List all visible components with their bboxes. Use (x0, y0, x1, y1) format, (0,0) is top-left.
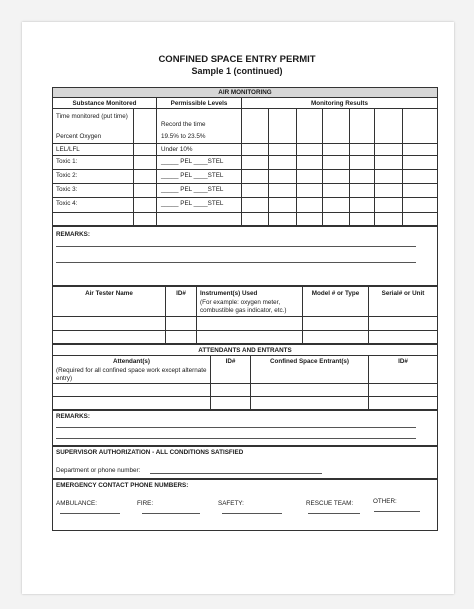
row-toxic3-level: _____ PEL ____STEL (161, 186, 224, 193)
dept-field[interactable] (150, 473, 322, 474)
remarks-line-1[interactable] (56, 246, 416, 247)
col-instrument-note: (For example: oxygen meter, combustible gas indicator, etc.) (200, 299, 287, 314)
col-air-tester: Air Tester Name (85, 290, 133, 297)
remarks2-line-1[interactable] (56, 427, 416, 428)
dept-label: Department or phone number: (56, 467, 141, 474)
page-title: CONFINED SPACE ENTRY PERMIT (158, 54, 316, 65)
safety-field[interactable] (222, 513, 282, 514)
row-toxic2-level: _____ PEL ____STEL (161, 172, 224, 179)
remarks2-label: REMARKS: (56, 413, 90, 420)
rescue-field[interactable] (308, 513, 360, 514)
fire-label: FIRE: (137, 500, 154, 507)
row-toxic4-level: _____ PEL ____STEL (161, 200, 224, 207)
col-instrument: Instrument(s) Used (200, 290, 258, 297)
col-levels: Permissible Levels (170, 100, 228, 107)
page-subtitle: Sample 1 (continued) (191, 66, 283, 76)
other-label: OTHER: (373, 498, 397, 505)
col-attendant: Attendant(s) (112, 358, 151, 365)
col-model: Model # or Type (311, 290, 360, 297)
row-toxic3-label: Toxic 3: (56, 186, 78, 193)
col-tester-id: ID# (176, 290, 186, 297)
air-monitoring-header: AIR MONITORING (218, 89, 272, 96)
row-toxic2-label: Toxic 2: (56, 172, 78, 179)
col-substance: Substance Monitored (72, 100, 137, 107)
row-toxic4-label: Toxic 4: (56, 200, 78, 207)
row-oxygen-label: Percent Oxygen (56, 133, 102, 140)
col-attendant-note: (Required for all confined space work except alternate entry) (56, 367, 207, 382)
row-time-level: Record the time (161, 121, 206, 128)
remarks-label: REMARKS: (56, 231, 90, 238)
ambulance-label: AMBULANCE: (56, 500, 97, 507)
row-toxic1-label: Toxic 1: (56, 158, 78, 165)
remarks-line-2[interactable] (56, 262, 416, 263)
row-time-label: Time monitored (put time) (56, 113, 128, 120)
remarks2-box (52, 410, 438, 446)
row-oxygen-level: 19.5% to 23.5% (161, 133, 206, 140)
rescue-label: RESCUE TEAM: (306, 500, 354, 507)
row-toxic1-level: _____ PEL ____STEL (161, 158, 224, 165)
col-entrant: Confined Space Entrant(s) (269, 358, 350, 365)
col-results: Monitoring Results (310, 100, 369, 107)
col-serial: Serial# or Unit (381, 290, 425, 297)
other-field[interactable] (374, 511, 420, 512)
safety-label: SAFETY: (218, 500, 244, 507)
supervisor-header: SUPERVISOR AUTHORIZATION - ALL CONDITIONS SATISFIED (56, 449, 244, 456)
row-lel-level: Under 10% (161, 146, 193, 153)
attendants-header: ATTENDANTS AND ENTRANTS (198, 347, 292, 354)
col-attendant-id: ID# (225, 358, 236, 365)
ambulance-field[interactable] (60, 513, 120, 514)
row-lel-label: LEL/LFL (56, 146, 80, 153)
col-entrant-id: ID# (398, 358, 408, 365)
emergency-header: EMERGENCY CONTACT PHONE NUMBERS: (56, 482, 189, 489)
fire-field[interactable] (142, 513, 200, 514)
remarks-box (52, 226, 438, 286)
remarks2-line-2[interactable] (56, 438, 416, 439)
